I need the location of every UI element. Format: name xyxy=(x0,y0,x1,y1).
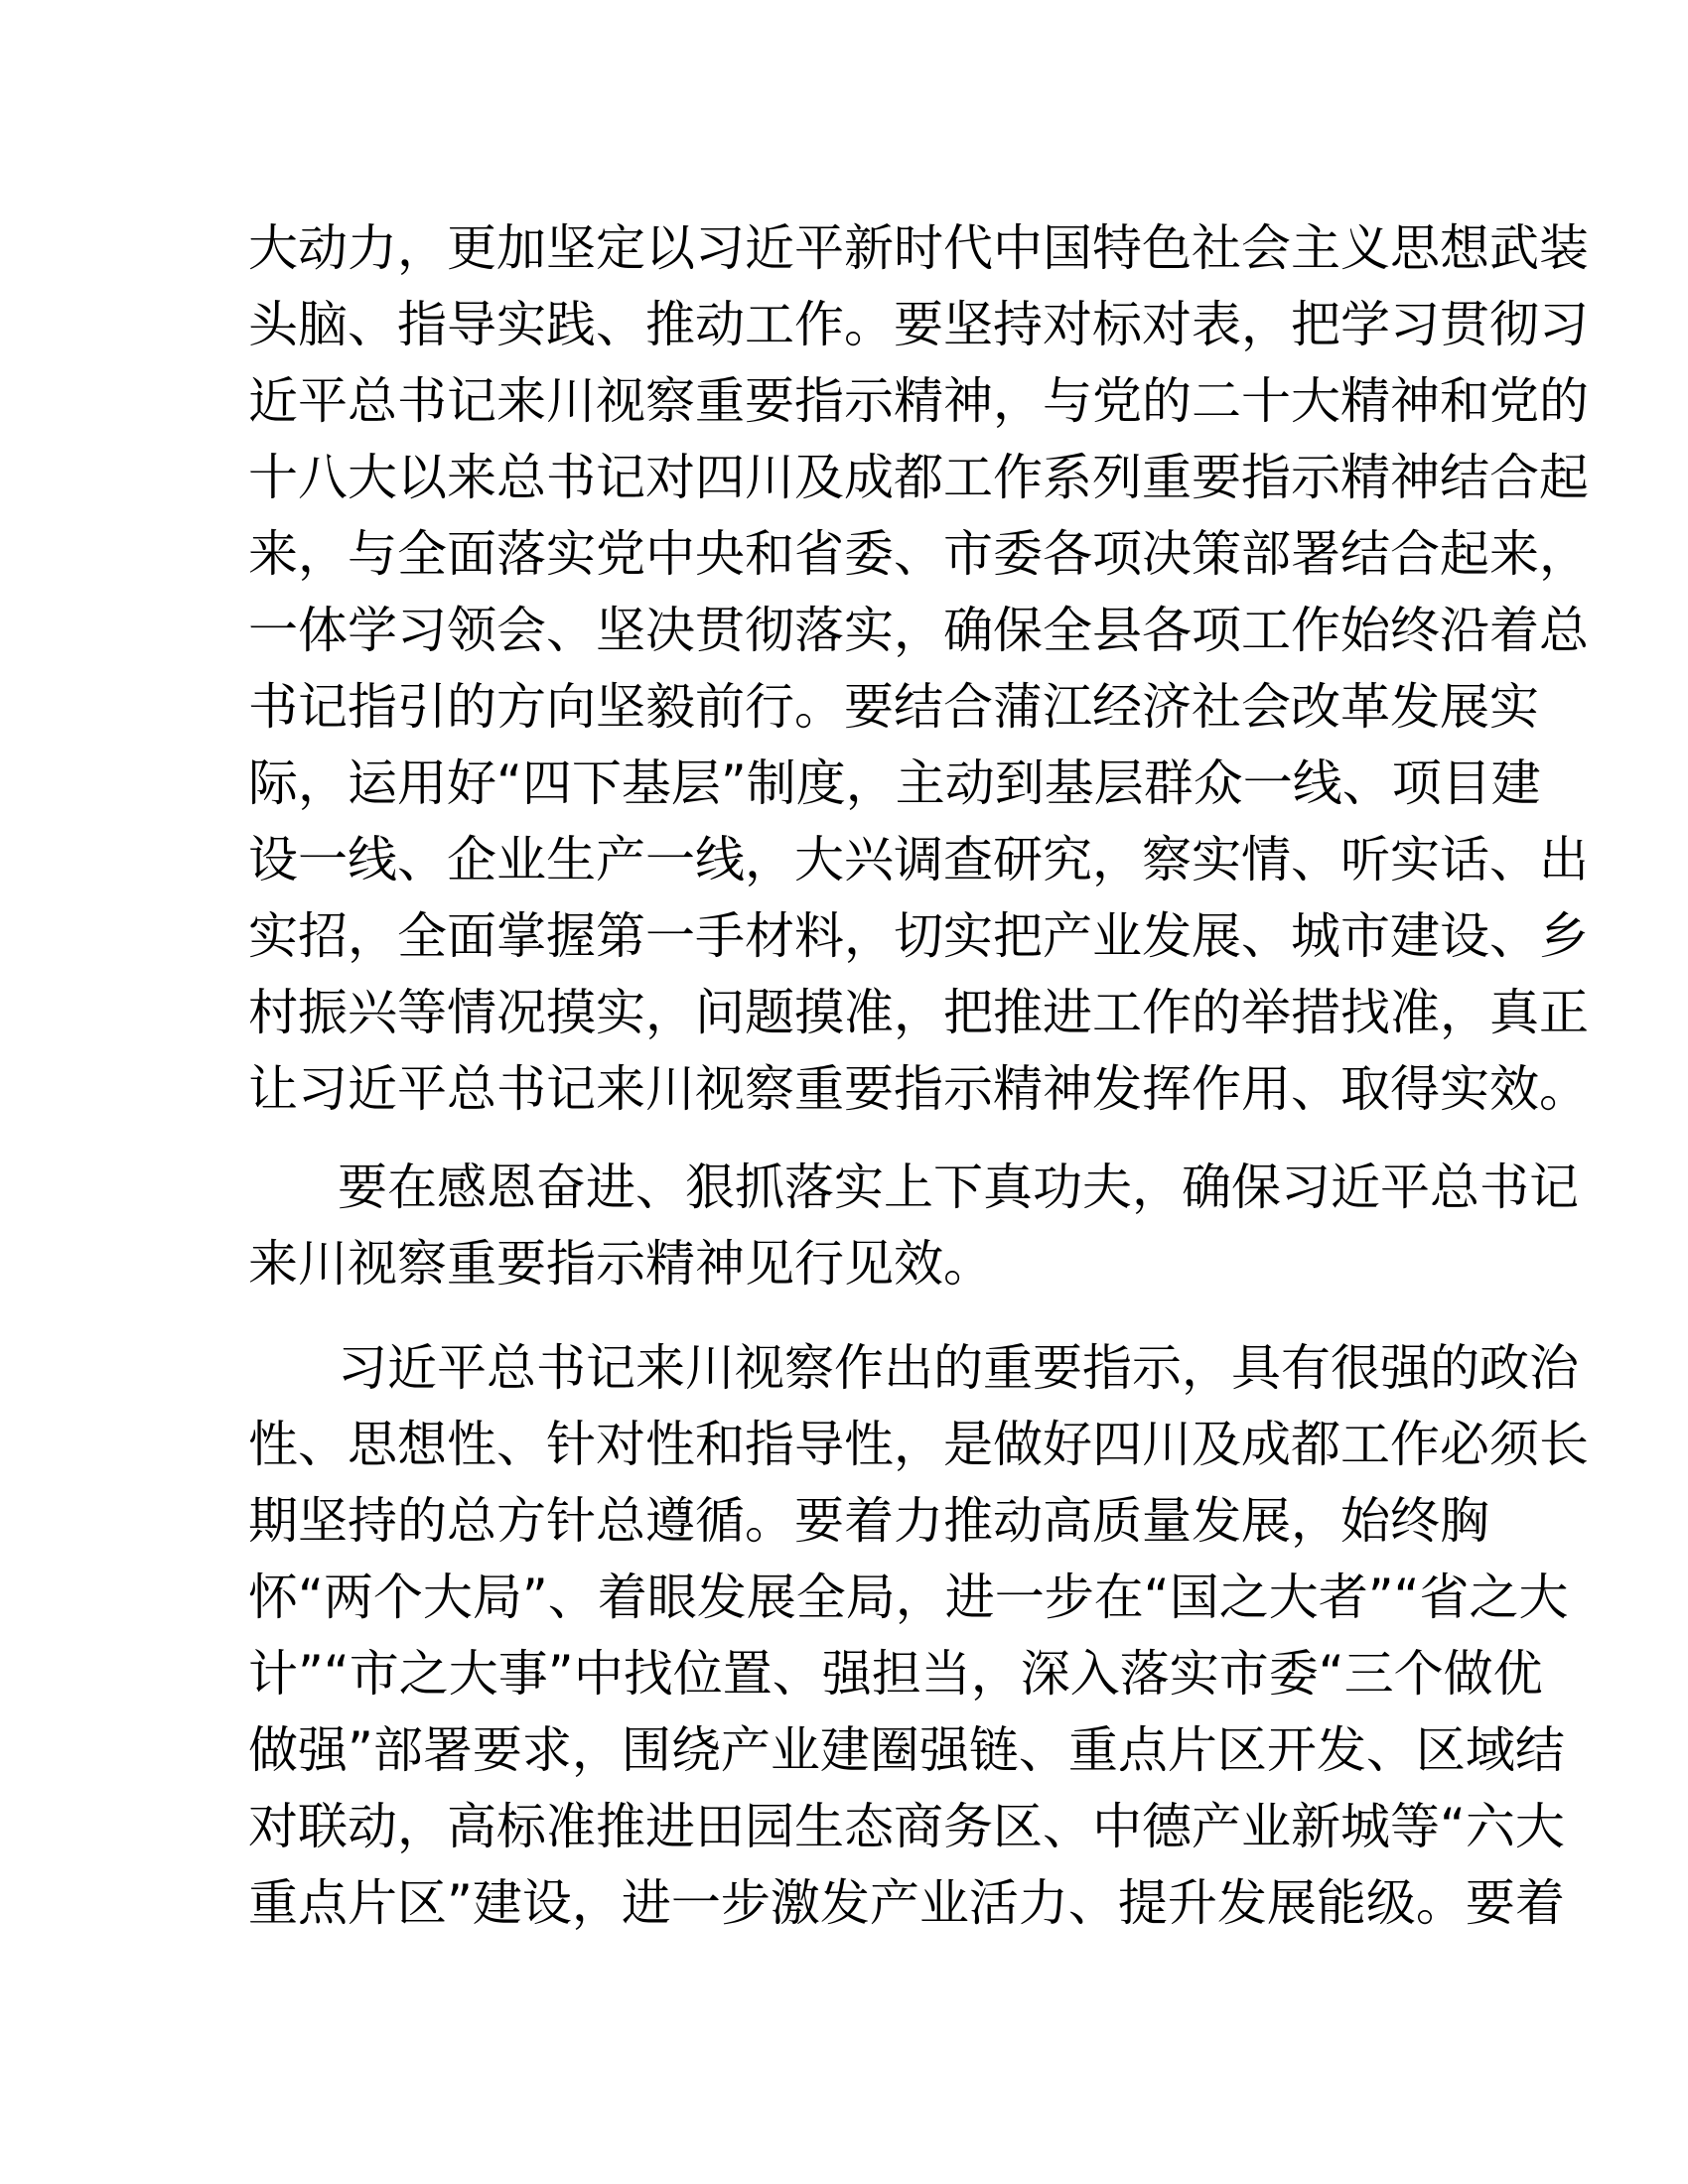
text-line: 际，运用好“四下基层”制度，主动到基层群众一线、项目建 xyxy=(248,754,1541,812)
text-line: 计”“市之大事”中找位置、强担当，深入落实市委“三个做优 xyxy=(248,1645,1543,1703)
text-line: 让习近平总书记来川视察重要指示精神发挥作用、取得实效。 xyxy=(248,1060,1589,1118)
text-line: 习近平总书记来川视察作出的重要指示，具有很强的政治 xyxy=(338,1339,1579,1397)
text-line: 大动力，更加坚定以习近平新时代中国特色社会主义思想武装 xyxy=(248,219,1589,277)
text-line: 怀“两个大局”、着眼发展全局，进一步在“国之大者”“省之大 xyxy=(248,1569,1569,1626)
text-line: 近平总书记来川视察重要指示精神，与党的二十大精神和党的 xyxy=(248,372,1589,430)
text-line: 对联动，高标准推进田园生态商务区、中德产业新城等“六大 xyxy=(248,1798,1565,1855)
text-line: 期坚持的总方针总遵循。要着力推动高质量发展，始终胸 xyxy=(248,1492,1489,1550)
text-line: 重点片区”建设，进一步激发产业活力、提升发展能级。要着 xyxy=(248,1874,1565,1932)
text-line: 实招，全面掌握第一手材料，切实把产业发展、城市建设、乡 xyxy=(248,907,1589,965)
text-line: 做强”部署要求，围绕产业建圈强链、重点片区开发、区域结 xyxy=(248,1721,1565,1779)
text-line: 书记指引的方向坚毅前行。要结合蒲江经济社会改革发展实 xyxy=(248,678,1539,736)
paragraph-2 xyxy=(248,1150,1579,1302)
text-line: 性、思想性、针对性和指导性，是做好四川及成都工作必须长 xyxy=(248,1416,1589,1473)
text-line: 要在感恩奋进、狠抓落实上下真功夫，确保习近平总书记 xyxy=(338,1159,1579,1216)
paragraph-1 xyxy=(248,210,1589,1128)
text-line: 设一线、企业生产一线，大兴调查研究，察实情、听实话、出 xyxy=(248,831,1589,888)
text-line: 来，与全面落实党中央和省委、市委各项决策部署结合起来， xyxy=(248,525,1589,583)
text-line: 来川视察重要指示精神见行见效。 xyxy=(248,1235,993,1293)
text-line: 一体学习领会、坚决贯彻落实，确保全县各项工作始终沿着总 xyxy=(248,602,1589,659)
text-line: 头脑、指导实践、推动工作。要坚持对标对表，把学习贯彻习 xyxy=(248,296,1589,353)
paragraph-3 xyxy=(248,1330,1589,1942)
text-line: 村振兴等情况摸实，问题摸准，把推进工作的举措找准，真正 xyxy=(248,984,1589,1041)
text-line: 十八大以来总书记对四川及成都工作系列重要指示精神结合起 xyxy=(248,449,1589,506)
